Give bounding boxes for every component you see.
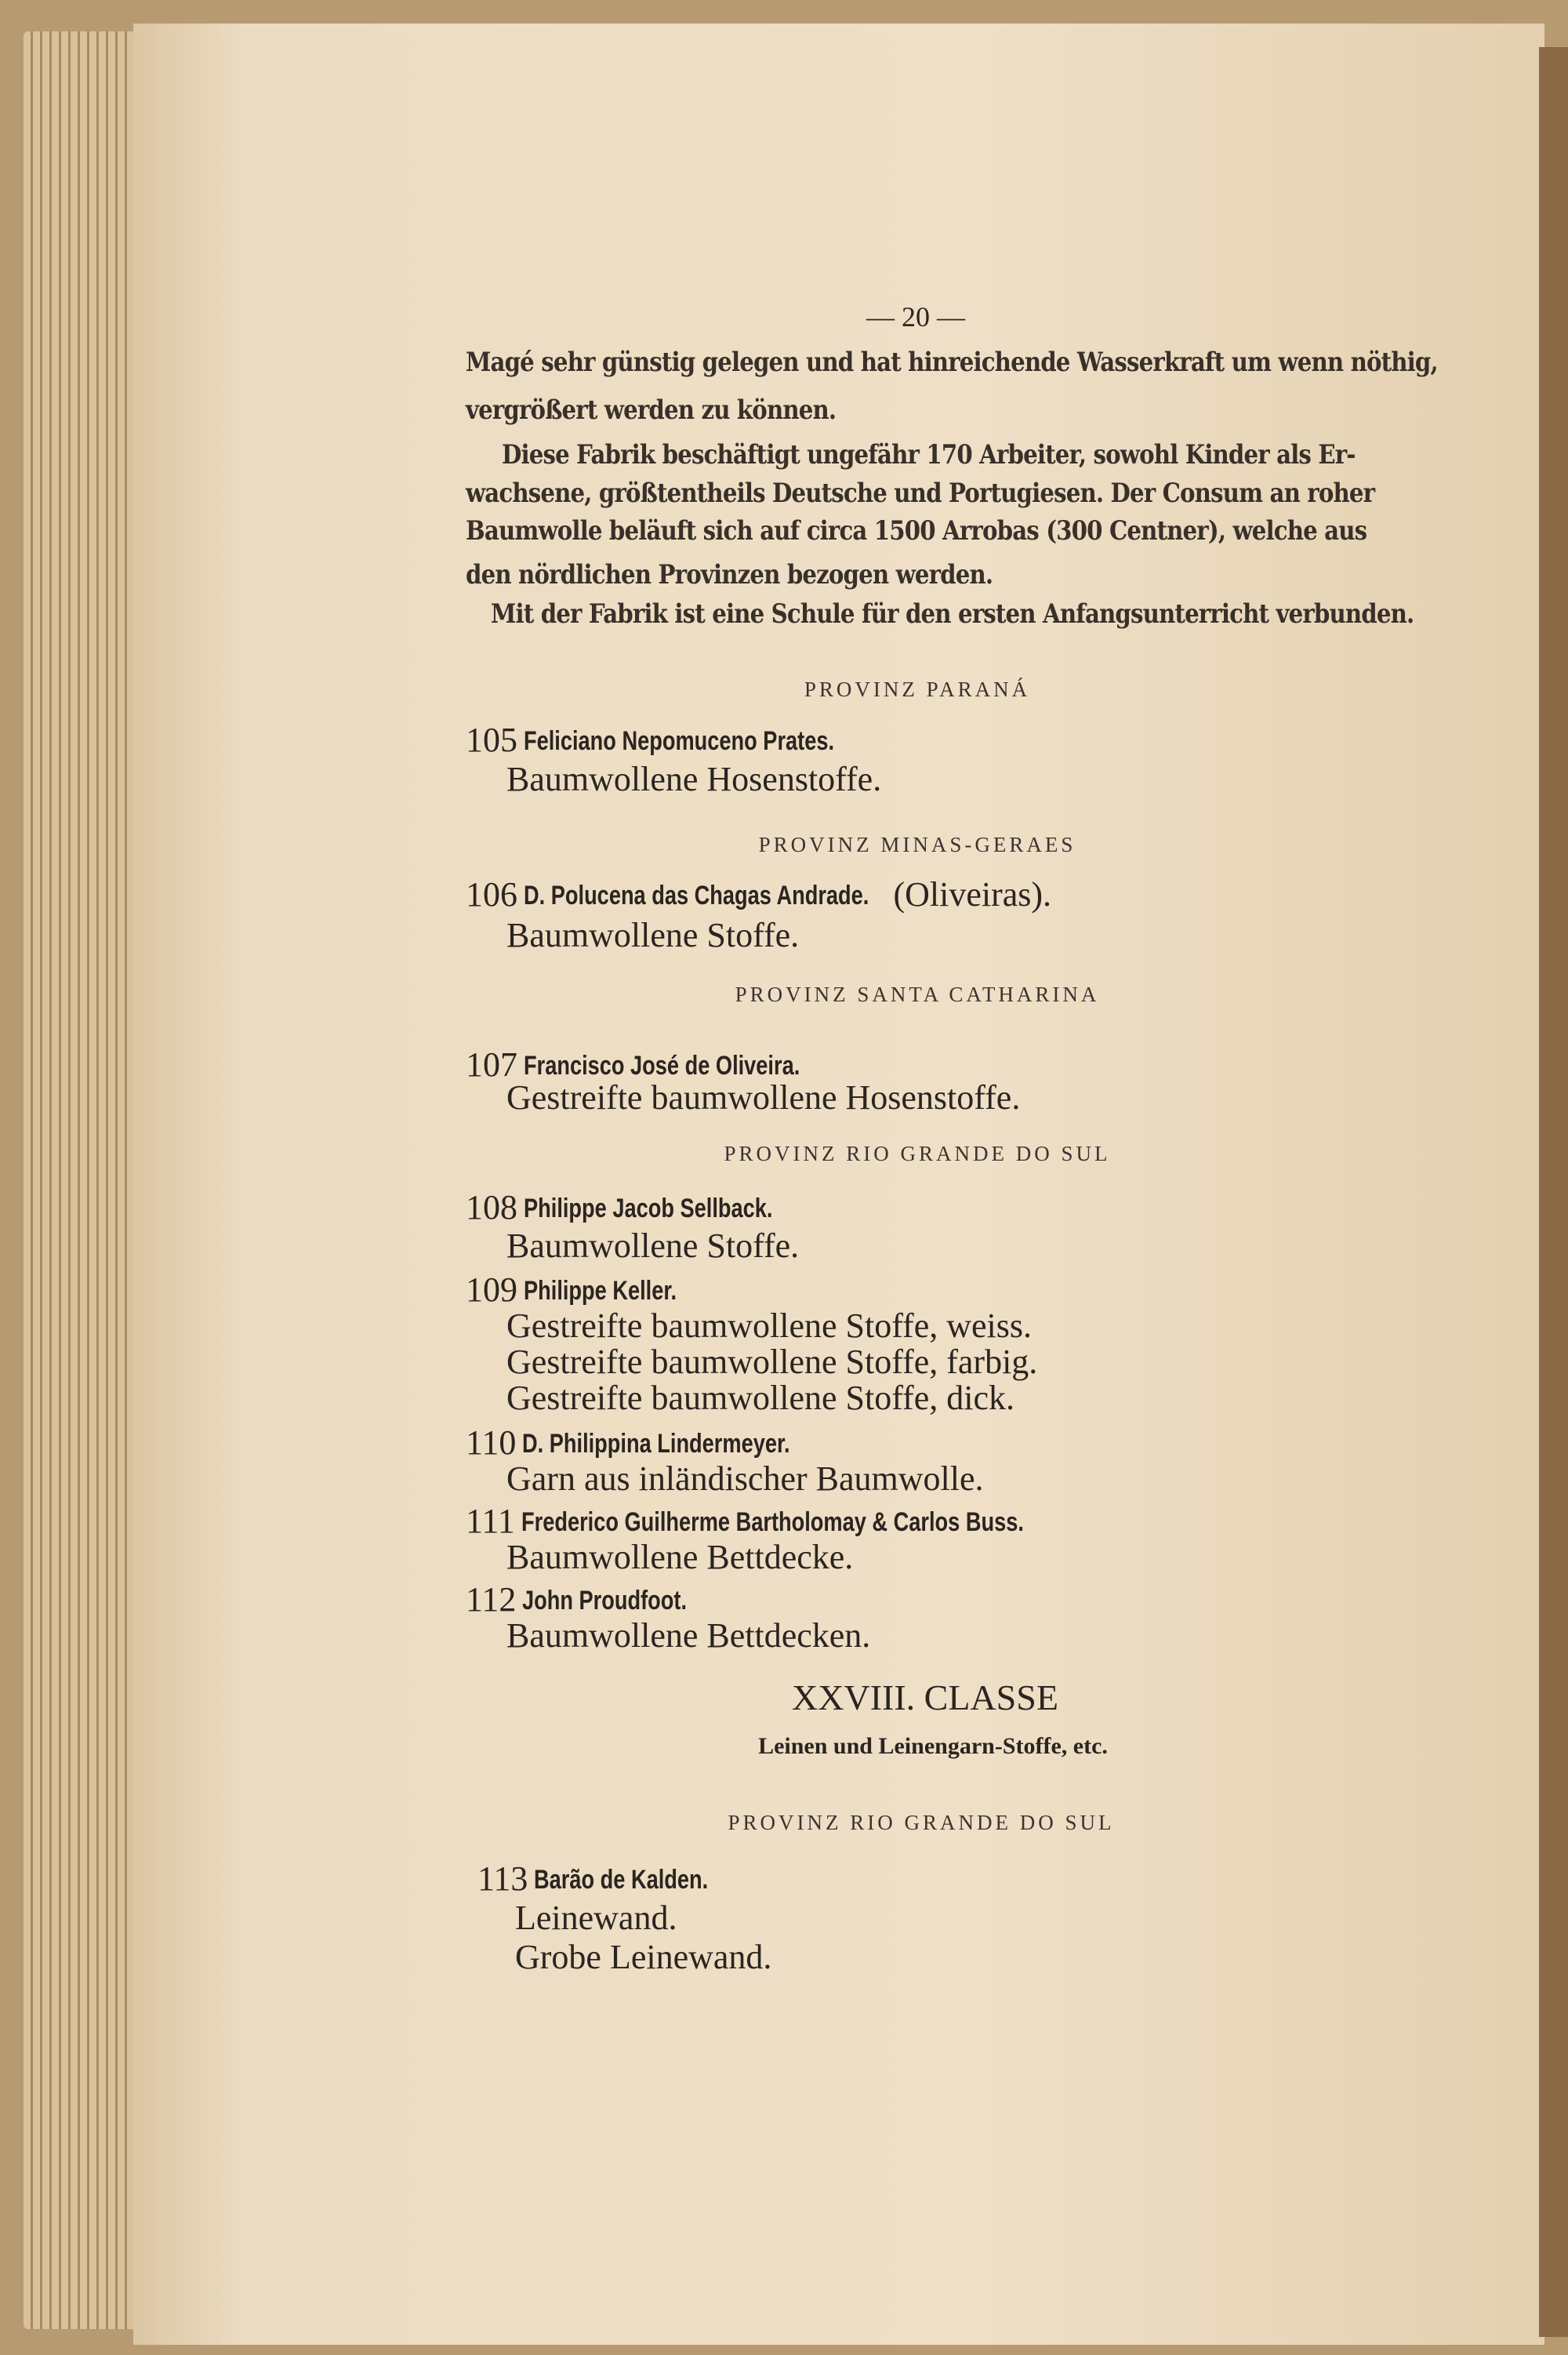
entry-item: Gestreifte baumwollene Stoffe, dick. [506,1379,1014,1417]
entry-item: Baumwollene Stoffe. [506,916,800,954]
province-heading: PROVINZ RIO GRANDE DO SUL [728,1811,1115,1834]
paragraph-line: vergrößert werden zu können. [466,394,837,426]
paragraph-line: Mit der Fabrik ist eine Schule für den ersten Anfangsunterricht verbunden. [491,598,1414,630]
entry-item: Gestreifte baumwollene Stoffe, farbig. [506,1343,1038,1381]
exhibitor-name: Feliciano Nepomuceno Prates. [524,726,835,756]
entry-108 [466,1187,835,1227]
classe-heading: XXVIII. CLASSE [792,1677,1058,1717]
entry-number: 106 [466,875,517,914]
exhibitor-location: (Oliveiras). [893,875,1052,914]
province-heading: PROVINZ SANTA CATHARINA [735,983,1100,1006]
exhibitor-name: Philippe Keller. [524,1276,677,1306]
entry-number: 108 [466,1188,517,1227]
exhibitor-name: Francisco José de Oliveira. [524,1051,800,1081]
entry-111 [466,1501,1149,1541]
entry-112 [466,1579,728,1619]
paragraph-line: den nördlichen Provinzen bezogen werden. [466,559,993,591]
exhibitor-name: D. Polucena das Chagas Andrade. [524,881,869,910]
entry-number: 113 [477,1859,528,1898]
paragraph-line: Magé sehr günstig gelegen und hat hinreichende Wasserkraft um wenn nöthig, [466,347,1438,378]
next-page-edge [1539,47,1568,2337]
entry-113 [477,1859,752,1899]
entry-number: 111 [466,1502,515,1540]
paragraph-line: Baumwolle beläuft sich auf circa 1500 Arrobas (300 Centner), welche aus [466,515,1367,547]
entry-item: Gestreifte baumwollene Stoffe, weiss. [506,1307,1033,1345]
entry-item: Baumwollene Bettdecke. [506,1538,854,1576]
entry-item: Baumwollene Hosenstoffe. [506,760,882,798]
entry-105 [466,720,912,760]
book-page-edges [24,31,141,2329]
entry-item: Grobe Leinewand. [515,1938,772,1976]
exhibitor-name: Frederico Guilherme Bartholomay & Carlos Buss. [521,1507,1024,1537]
entry-number: 107 [466,1045,517,1084]
entry-item: Garn aus inländischer Baumwolle. [506,1459,984,1498]
entry-item: Gestreifte baumwollene Hosenstoffe. [506,1078,1021,1117]
entry-number: 112 [466,1580,517,1619]
paragraph-line: wachsene, größtentheils Deutsche und Portugiesen. Der Consum an roher [466,478,1375,509]
entry-109 [466,1270,715,1310]
province-heading: PROVINZ PARANÁ [804,678,1031,701]
entry-106 [466,874,1051,914]
entry-item: Leinewand. [515,1899,677,1937]
entry-item: Baumwollene Stoffe. [506,1227,800,1265]
exhibitor-name: Barão de Kalden. [534,1865,709,1895]
province-heading: PROVINZ MINAS-GERAES [758,833,1076,856]
classe-subtitle: Leinen und Leinengarn-Stoffe, etc. [758,1733,1108,1759]
entry-number: 110 [466,1423,517,1462]
province-heading: PROVINZ RIO GRANDE DO SUL [724,1142,1111,1165]
paragraph-line: Diese Fabrik beschäftigt ungefähr 170 Arbeiter, sowohl Kinder als Er- [502,439,1356,471]
exhibitor-name: Philippe Jacob Sellback. [524,1194,773,1223]
exhibitor-name: John Proudfoot. [522,1586,688,1615]
exhibitor-name: D. Philippina Lindermeyer. [522,1429,790,1459]
entry-110 [466,1423,857,1463]
entry-number: 109 [466,1270,517,1309]
entry-number: 105 [466,721,517,759]
entry-item: Baumwollene Bettdecken. [506,1616,871,1655]
page-number: — 20 — [866,301,965,333]
